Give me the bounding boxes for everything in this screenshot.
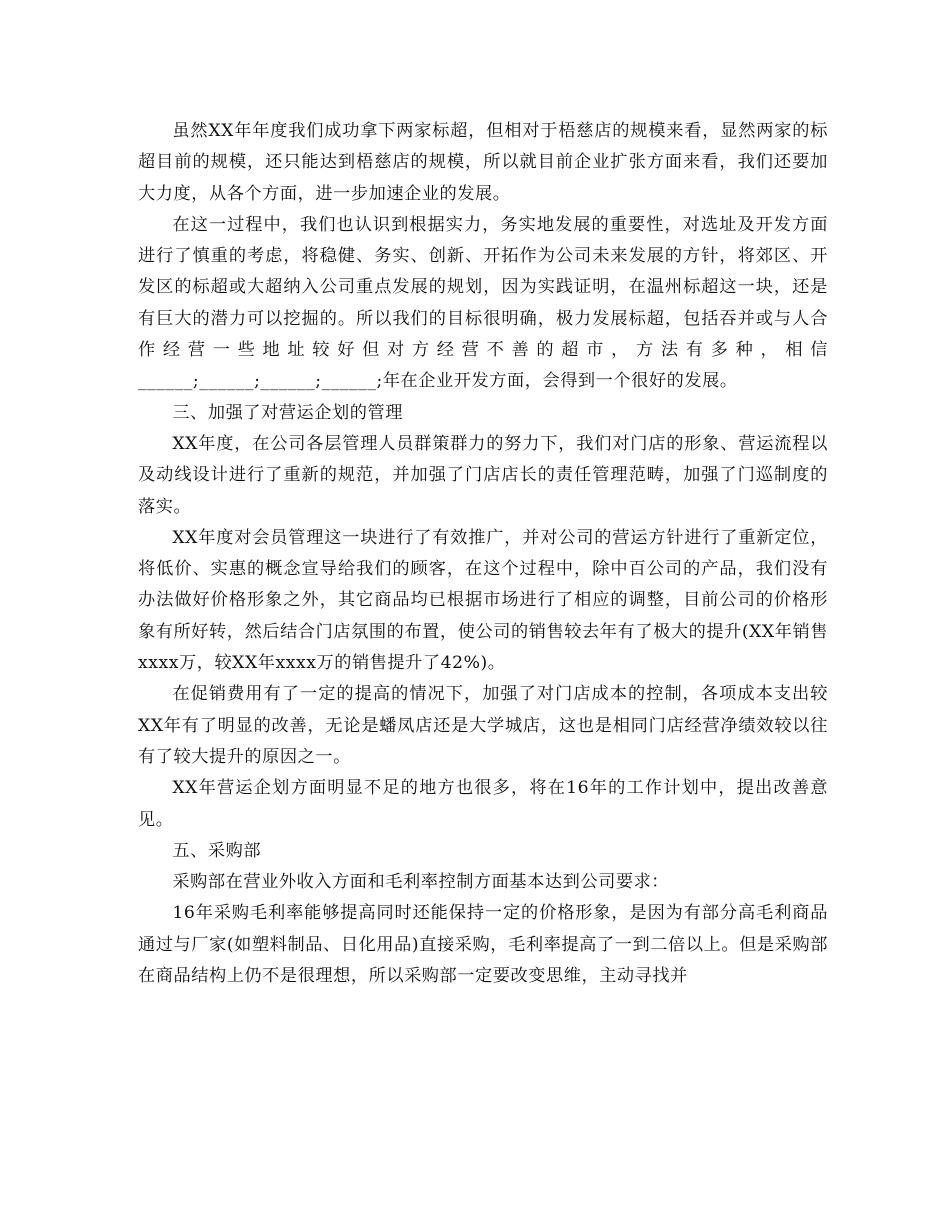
paragraph-purchasing-summary: 采购部在营业外收入方面和毛利率控制方面基本达到公司要求： — [172, 872, 670, 893]
paragraph-purchasing-margin: 16年采购毛利率能够提高同时还能保持一定的价格形象，是因为有部分高毛利商品通过与厂家(如塑料制品、日化用品)直接采购，毛利率提高了一到二倍以上。但是采购部在商品结构上仍不是很理想，所以采购部一定要改变思维，主动寻找并 — [138, 903, 828, 987]
paragraph-shortcomings: XX年营运企划方面明显不足的地方也很多，将在16年的工作计划中，提出改善意见。 — [138, 778, 828, 830]
paragraph-store-standards: XX年度，在公司各层管理人员群策群力的努力下，我们对门店的形象、营运流程以及动线设计进行了重新的规范，并加强了门店店长的责任管理范畴，加强了门巡制度的落实。 — [138, 433, 828, 517]
paragraph-membership-pricing: XX年度对会员管理这一块进行了有效推广，并对公司的营运方针进行了重新定位，将低价、实惠的概念宣导给我们的顾客，在这个过程中，除中百公司的产品，我们没有办法做好价格形象之外，其它商品均已根据市场进行了相应的调整，目前公司的价格形象有所好转，然后结合门店氛围的布置，使公司的销售较去年有了极大的提升(XX年销售xxxx万，较XX年xxxx万的销售提升了42%)。 — [138, 527, 828, 674]
section-heading-operations-planning: 三、加强了对营运企划的管理 — [172, 402, 403, 423]
document-body — [138, 116, 828, 992]
section-heading-purchasing: 五、采购部 — [172, 840, 262, 861]
paragraph-development-strategy: 在这一过程中，我们也认识到根据实力，务实地发展的重要性，对选址及开发方面进行了慎重的考虑，将稳健、务实、创新、开拓作为公司未来发展的方针，将郊区、开发区的标超或大超纳入公司重点发展的规划，因为实践证明，在温州标超这一块，还是有巨大的潜力可以挖掘的。所以我们的目标很明确，极力发展标超，包括吞并或与人合作经营一些地址较好但对方经营不善的超市，方法有多种，相信______;______;______;______;年在企业开发方面，会得到一个很好的发展。 — [138, 214, 828, 392]
paragraph-cost-control: 在促销费用有了一定的提高的情况下，加强了对门店成本的控制，各项成本支出较XX年有了明显的改善，无论是蟠凤店还是大学城店，这也是相同门店经营净绩效较以往有了较大提升的原因之一。 — [138, 684, 828, 767]
paragraph-expansion: 虽然XX年年度我们成功拿下两家标超，但相对于梧慈店的规模来看，显然两家的标超目前的规模，还只能达到梧慈店的规模，所以就目前企业扩张方面来看，我们还要加大力度，从各个方面，进一步加速企业的发展。 — [138, 121, 828, 204]
